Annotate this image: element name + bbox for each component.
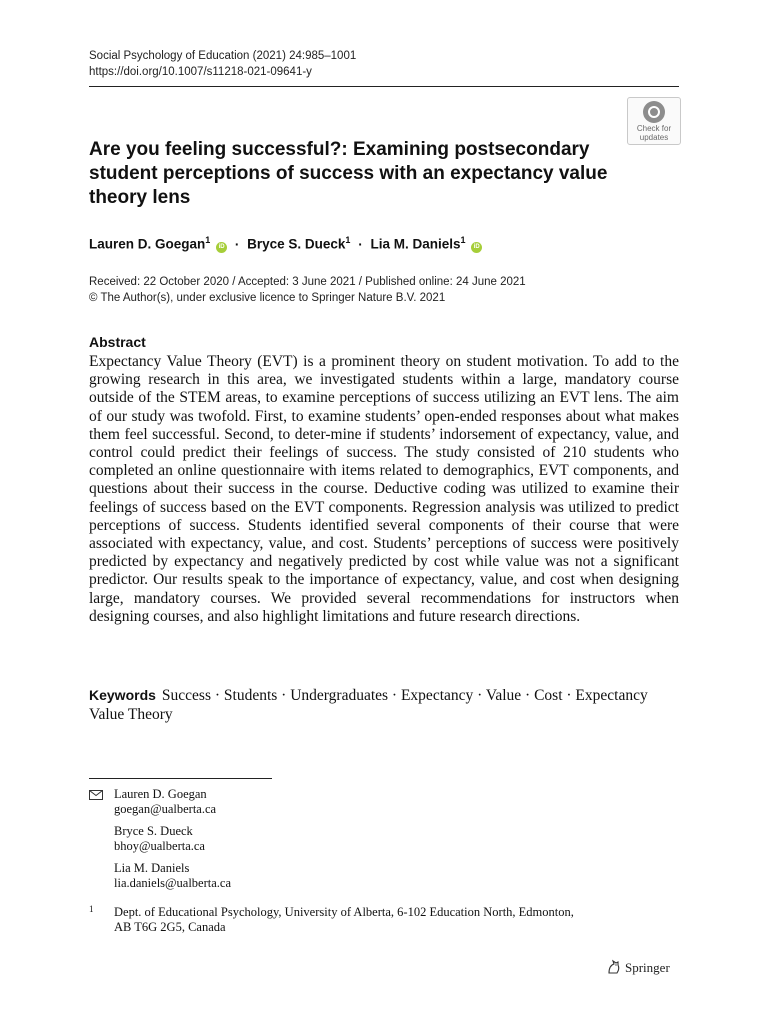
affiliation-footnote <box>89 905 649 935</box>
paper-title: Are you feeling successful?: Examining postsecondary student perceptions of success with an expectancy value theory lens <box>89 139 608 208</box>
affiliation-number: 1 <box>89 904 94 914</box>
author-affiliation-mark: 1 <box>460 235 466 245</box>
contact-email[interactable]: goegan@ualberta.ca <box>114 801 217 816</box>
contact-entry <box>114 824 231 853</box>
keywords-label: Keywords <box>89 687 156 703</box>
journal-header <box>89 48 356 80</box>
abstract-heading: Abstract <box>89 334 146 350</box>
author-name: Lia M. Daniels <box>370 236 461 252</box>
check-updates-icon <box>643 101 665 123</box>
author-name: Lauren D. Goegan <box>89 236 206 252</box>
check-updates-line2: updates <box>639 133 669 142</box>
springer-horse-icon <box>606 959 622 975</box>
contact-email[interactable]: bhoy@ualberta.ca <box>114 838 205 853</box>
check-updates-line1: Check for <box>636 124 672 133</box>
keywords-section <box>89 686 679 724</box>
contact-list <box>114 787 231 898</box>
contact-entry <box>114 861 231 890</box>
affiliation-line1: Dept. of Educational Psychology, University of Alberta, 6-102 Education North, Edmonton, <box>114 905 574 919</box>
author-affiliation-mark: 1 <box>345 235 351 245</box>
abstract-text: Expectancy Value Theory (EVT) is a prominent theory on student motivation. To add to the growing research in this area, we investigated students within a large, mandatory course outside of the STEM areas, to examine perceptions of success utilizing an EVT lens. The aim of our study was twofold. First, to examine students’ open-ended responses about what makes them feel successful. Second, to deter-mine if students’ indorsement of expectancy, value, and control could predict their feelings of success. The study consisted of 210 students who completed an online questionnaire with items related to demographics, EVT components, and questions about their success in the course. Deductive coding was utilized to examine their feelings of success based on the EVT components. Regression analysis was utilized to predict perceptions of success. Students identified several components of their course that were associated with expectancy, value, and cost. Students’ perceptions of success were positively predicted by expectancy and negatively predicted by cost while value was not a significant predictor. Our results speak to the importance of expectancy, value, and cost when designing large, mandatory courses. We provided several recommendations for instructors when designing courses, and also highlight limitations and future research directions. <box>89 353 679 625</box>
header-divider <box>89 86 679 87</box>
envelope-icon <box>89 790 103 800</box>
contact-name: Bryce S. Dueck <box>114 824 193 838</box>
contact-entry <box>114 787 231 816</box>
orcid-icon[interactable]: iD <box>216 242 227 253</box>
contact-name: Lia M. Daniels <box>114 861 190 875</box>
author-affiliation-mark: 1 <box>205 235 211 245</box>
publisher-name: Springer <box>625 960 670 975</box>
doi-link[interactable]: https://doi.org/10.1007/s11218-021-09641-y <box>89 66 312 78</box>
keywords-text: Success · Students · Undergraduates · Expectancy · Value · Cost · Expectancy Value Theory <box>89 687 648 723</box>
contact-name: Lauren D. Goegan <box>114 787 207 801</box>
publisher-logo <box>606 959 670 976</box>
check-for-updates-badge[interactable] <box>627 97 681 145</box>
affiliation-line2: AB T6G 2G5, Canada <box>114 920 226 934</box>
received-dates: Received: 22 October 2020 / Accepted: 3 June 2021 / Published online: 24 June 2021 <box>89 276 526 288</box>
orcid-icon[interactable]: iD <box>471 242 482 253</box>
contact-email[interactable]: lia.daniels@ualberta.ca <box>114 875 232 890</box>
author-name: Bryce S. Dueck <box>247 236 346 252</box>
footnote-divider <box>89 778 272 779</box>
author-separator: · <box>358 236 363 252</box>
journal-citation: Social Psychology of Education (2021) 24:985–1001 <box>89 50 357 62</box>
author-list <box>89 231 482 254</box>
author-separator: · <box>234 236 240 252</box>
copyright-line: © The Author(s), under exclusive licence to Springer Nature B.V. 2021 <box>89 292 446 304</box>
publication-dates <box>89 274 526 306</box>
